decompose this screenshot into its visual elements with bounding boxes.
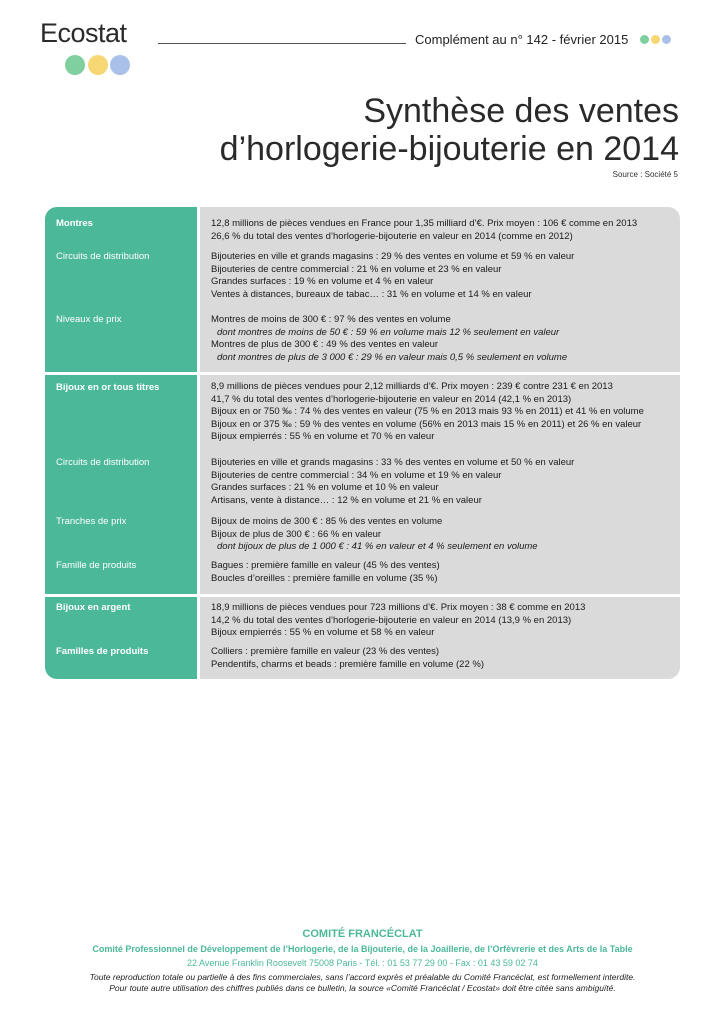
- text-line-italic: dont bijoux de plus de 1 000 € : 41 % en valeur et 4 % seulement en volume: [217, 541, 538, 552]
- footer-address: 22 Avenue Franklin Roosevelt 75008 Paris - Tél. : 01 53 77 29 00 - Fax : 01 43 59 02 74: [187, 958, 538, 968]
- bijoux-or-circuits: [211, 457, 574, 507]
- section-separator: [45, 594, 680, 597]
- montres-prix: [211, 314, 567, 364]
- footer-copyright-note: Toute reproduction totale ou partielle à des fins commerciales, sans l’accord exprès et préalable du Comité Francéclat, est formellement interdite.: [89, 972, 636, 982]
- row-label-famille-produits: Famille de produits: [56, 560, 137, 571]
- text-line: Bijoux de plus de 300 € : 66 % en valeur: [211, 528, 382, 540]
- bijoux-or-summary: [211, 381, 644, 444]
- row-label-circuits: Circuits de distribution: [56, 457, 150, 468]
- text-line: Montres de moins de 300 € : 97 % des ventes en volume: [211, 314, 451, 325]
- bijoux-argent-summary: [211, 602, 585, 640]
- text-line: 14,2 % du total des ventes d’horlogerie-bijouterie en valeur en 2014 (13,9 % en 2013): [211, 614, 572, 626]
- text-line: Ventes à distances, bureaux de tabac… : 31 % en volume et 14 % en valeur: [211, 288, 532, 300]
- montres-summary: [211, 218, 637, 243]
- row-label-niveaux-prix: Niveaux de prix: [56, 314, 122, 325]
- page-title: [220, 92, 679, 168]
- text-line: Grandes surfaces : 21 % en volume et 10 % en valeur: [211, 482, 439, 493]
- text-line: 8,9 millions de pièces vendues pour 2,12 milliards d’€. Prix moyen : 239 € contre 231 € en 2013: [211, 381, 613, 392]
- bijoux-or-famille: [211, 560, 440, 585]
- footer-full-name: Comité Professionnel de Développement de l’Horlogerie, de la Bijouterie, de la Joaillerie, de l’Orfèvrerie et des Arts de la Table: [92, 944, 633, 954]
- text-line: Bijouteries de centre commercial : 21 % en volume et 23 % en valeur: [211, 263, 502, 275]
- text-line-italic: dont montres de moins de 50 € : 59 % en volume mais 12 % seulement en valeur: [217, 326, 560, 338]
- montres-circuits: [211, 251, 574, 301]
- issue-dot-yellow: [651, 35, 660, 44]
- footer-organization: COMITÉ FRANCÉCLAT: [302, 928, 423, 940]
- text-line: Bijoux en or 375 ‰ : 59 % des ventes en volume (56% en 2013 mais 15 % en 2011) et 26 % en valeur: [211, 418, 642, 430]
- logo-text: Ecostat: [40, 18, 127, 48]
- text-line: Boucles d’oreilles : première famille en volume (35 %): [211, 572, 438, 584]
- issue-label: Complément au n° 142 - février 2015: [415, 32, 629, 47]
- bijoux-or-tranches: [211, 516, 538, 554]
- text-line: Bijoux en or 750 ‰ : 74 % des ventes en valeur (75 % en 2013 mais 93 % en 2011) et 41 % en volume: [211, 406, 644, 417]
- text-line: 26,6 % du total des ventes d’horlogerie-bijouterie en valeur en 2014 (comme en 2012): [211, 230, 573, 242]
- section-label-montres: Montres: [56, 218, 93, 229]
- bijoux-argent-familles: [211, 646, 484, 671]
- issue-dot-blue: [662, 35, 671, 44]
- text-line: Bijouteries en ville et grands magasins : 29 % des ventes en volume et 59 % en valeur: [211, 251, 575, 262]
- page-title-line-2: d’horlogerie-bijouterie en 2014: [219, 130, 679, 168]
- text-line: Artisans, vente à distance… : 12 % en volume et 21 % en valeur: [211, 494, 482, 506]
- text-line: Montres de plus de 300 € : 49 % des ventes en valeur: [211, 339, 439, 350]
- page-title-line-1: Synthèse des ventes: [363, 92, 679, 130]
- row-label-familles-produits: Familles de produits: [56, 646, 149, 657]
- logo-dot-yellow: [88, 55, 108, 75]
- row-label-circuits: Circuits de distribution: [56, 251, 150, 262]
- header-divider: [158, 43, 406, 44]
- text-line: Bijouteries de centre commercial : 34 % en volume et 19 % en valeur: [211, 469, 502, 481]
- section-separator: [45, 372, 680, 375]
- issue-dot-green: [640, 35, 649, 44]
- text-line: Bijoux de moins de 300 € : 85 % des ventes en volume: [211, 516, 443, 527]
- ecostat-logo: [40, 18, 160, 62]
- text-line: 41,7 % du total des ventes d’horlogerie-bijouterie en valeur en 2014 (42,1 % en 2013): [211, 393, 572, 405]
- text-line: Grandes surfaces : 19 % en volume et 4 % en valeur: [211, 276, 434, 287]
- row-label-tranches-prix: Tranches de prix: [56, 516, 127, 527]
- text-line: Bagues : première famille en valeur (45 % des ventes): [211, 560, 440, 571]
- footer-citation-note: Pour toute autre utilisation des chiffres publiés dans ce bulletin, la source «Comité Francéclat / Ecostat» doit être citée sans ambiguïté.: [109, 983, 616, 993]
- text-line: Bijouteries en ville et grands magasins : 33 % des ventes en volume et 50 % en valeur: [211, 457, 575, 468]
- text-line: 18,9 millions de pièces vendues pour 723 millions d’€. Prix moyen : 38 € comme en 2013: [211, 602, 586, 613]
- logo-dot-green: [65, 55, 85, 75]
- text-line-italic: dont montres de plus de 3 000 € : 29 % en valeur mais 0,5 % seulement en volume: [217, 351, 568, 363]
- text-line: Bijoux empierrés : 55 % en volume et 58 % en valeur: [211, 627, 435, 638]
- text-line: Bijoux empierrés : 55 % en volume et 70 % en valeur: [211, 431, 435, 442]
- section-label-bijoux-argent: Bijoux en argent: [56, 602, 131, 613]
- text-line: Pendentifs, charms et beads : première famille en volume (22 %): [211, 658, 484, 670]
- section-label-bijoux-or: Bijoux en or tous titres: [56, 382, 160, 393]
- issue-dots: [640, 35, 671, 44]
- source-note: Source : Société 5: [612, 170, 678, 179]
- text-line: Colliers : première famille en valeur (23 % des ventes): [211, 646, 440, 657]
- text-line: 12,8 millions de pièces vendues en France pour 1,35 milliard d’€. Prix moyen : 106 € comme en 2013: [211, 218, 638, 229]
- logo-dot-blue: [110, 55, 130, 75]
